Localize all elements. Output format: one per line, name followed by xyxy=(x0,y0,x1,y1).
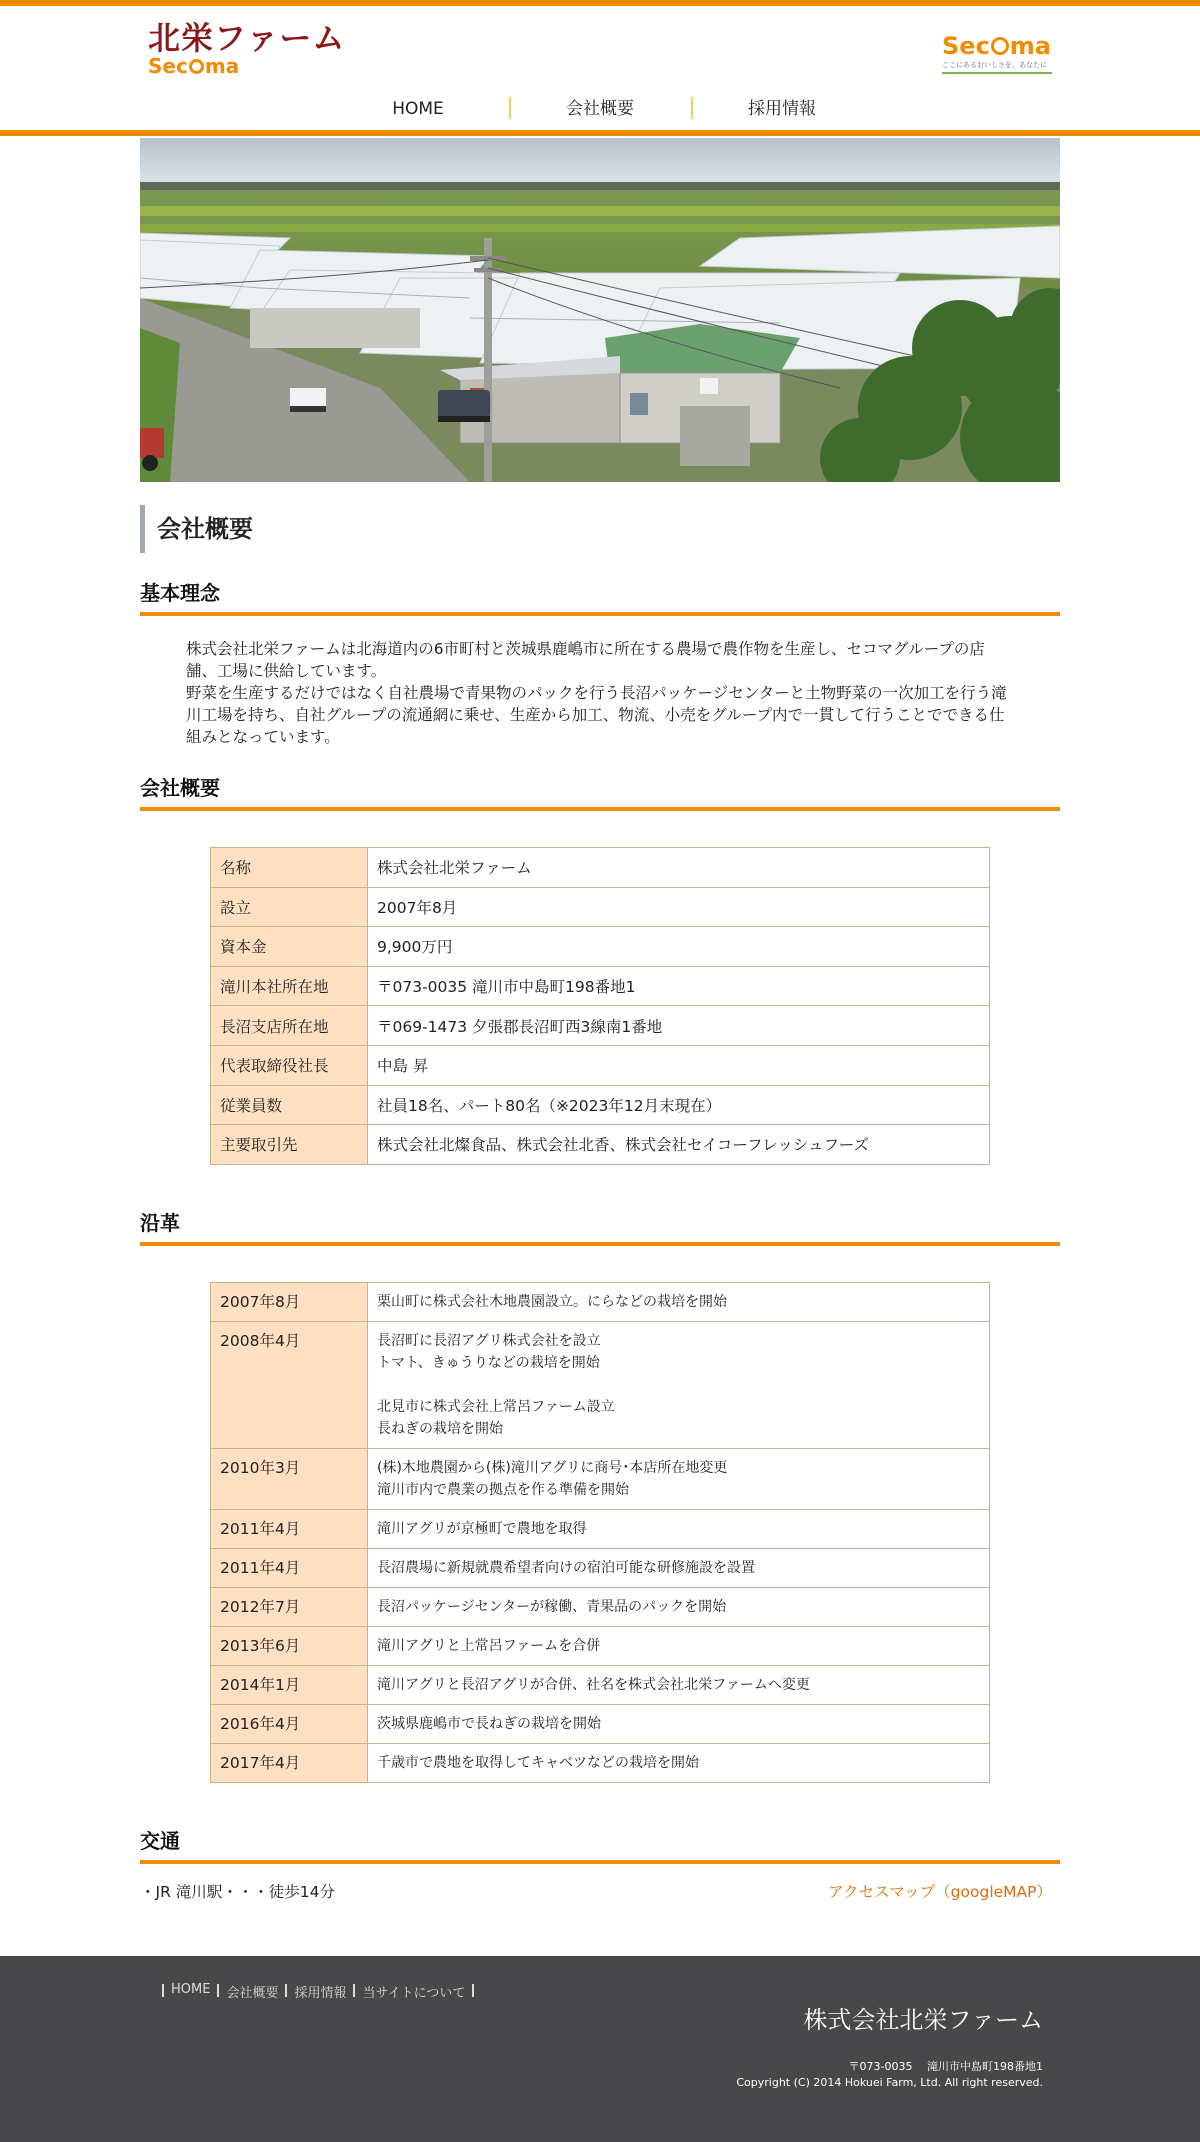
footer-nav-company[interactable]: 会社概要 xyxy=(226,1986,279,2001)
footer-copyright: Copyright (C) 2014 Hokuei Farm, Ltd. All right reserved. xyxy=(736,2076,1043,2089)
table-row xyxy=(211,1282,990,1321)
history-desc xyxy=(368,1704,990,1743)
history-desc xyxy=(368,1587,990,1626)
history-date: 2016年4月 xyxy=(211,1704,368,1743)
table-row xyxy=(211,1587,990,1626)
logo-sub-a: Sec xyxy=(148,54,188,78)
history-date: 2011年4月 xyxy=(211,1509,368,1548)
history-line: 北見市に株式会社上常呂ファーム設立 xyxy=(377,1398,615,1415)
history-date: 2011年4月 xyxy=(211,1548,368,1587)
history-line: (株)木地農園から(株)滝川アグリに商号･本店所在地変更 xyxy=(377,1459,728,1476)
nav-recruit[interactable]: 採用情報 xyxy=(691,93,873,125)
table-row xyxy=(211,1704,990,1743)
table-row xyxy=(211,1125,990,1165)
row-value: 社員18名、パート80名（※2023年12月末現在） xyxy=(368,1085,990,1125)
table-row xyxy=(211,1743,990,1782)
row-label: 従業員数 xyxy=(211,1085,368,1125)
logo-secoma-mark xyxy=(148,56,345,76)
table-row xyxy=(211,1045,990,1085)
philosophy-text xyxy=(140,616,1060,748)
philosophy-para-1: 株式会社北栄ファームは北海道内の6市町村と茨城県鹿嶋市に所在する農場で農作物を生産し、セコマグループの店舗、工場に供給しています。 xyxy=(186,640,985,680)
philosophy-para-2: 野菜を生産するだけではなく自社農場で青果物のパックを行う長沼パッケージセンターと土物野菜の一次加工を行う滝川工場を持ち、自社グループの流通網に乗せ、生産から加工、物流、小売をグループ内で一貫して行うことでできる仕組みとなっています。 xyxy=(186,684,1007,746)
history-line: 長沼パッケージセンターが稼働、青果品のパックを開始 xyxy=(377,1598,727,1615)
company-info-table xyxy=(210,847,990,1165)
history-line-spacer xyxy=(377,1374,980,1396)
history-date: 2007年8月 xyxy=(211,1282,368,1321)
company-table-wrap xyxy=(140,811,1060,1165)
access-section xyxy=(140,1864,1060,1912)
footer-nav-separator xyxy=(217,1984,219,1997)
table-row xyxy=(211,1321,990,1448)
site-footer xyxy=(0,1956,1200,2142)
history-table-wrap xyxy=(140,1246,1060,1783)
table-row xyxy=(211,927,990,967)
table-row xyxy=(211,1509,990,1548)
footer-nav-recruit[interactable]: 採用情報 xyxy=(294,1986,347,2001)
nav-accent-bar xyxy=(0,130,1200,136)
table-row xyxy=(211,1085,990,1125)
history-desc xyxy=(368,1509,990,1548)
table-row xyxy=(211,1548,990,1587)
table-row xyxy=(211,1448,990,1509)
hero-farm-photo xyxy=(140,138,1060,482)
history-line: 滝川アグリと上常呂ファームを合併 xyxy=(377,1637,601,1654)
footer-nav xyxy=(155,1982,481,2001)
history-table xyxy=(210,1282,990,1783)
site-header xyxy=(140,6,1060,90)
logo-o-ring-icon xyxy=(189,59,204,74)
footer-address: 〒073-0035 滝川市中島町198番地1 xyxy=(848,2060,1043,2073)
history-line: 滝川市内で農業の拠点を作る準備を開始 xyxy=(377,1481,629,1498)
footer-nav-separator xyxy=(162,1984,164,1997)
access-heading: 交通 xyxy=(140,1825,1060,1864)
nav-company[interactable]: 会社概要 xyxy=(509,93,691,125)
footer-nav-separator xyxy=(285,1984,287,1997)
row-value: 〒069-1473 夕張郡長沼町西3線南1番地 xyxy=(368,1006,990,1046)
history-line: 滝川アグリが京極町で農地を取得 xyxy=(377,1520,587,1537)
main-content xyxy=(140,505,1060,1912)
row-value: 2007年8月 xyxy=(368,887,990,927)
history-line: 長沼町に長沼アグリ株式会社を設立 xyxy=(377,1332,601,1349)
history-heading: 沿革 xyxy=(140,1207,1060,1246)
history-desc xyxy=(368,1626,990,1665)
secoma-brand-logo[interactable] xyxy=(942,34,1052,74)
history-line: トマト、きゅうりなどの栽培を開始 xyxy=(377,1354,600,1371)
history-line: 滝川アグリと長沼アグリが合併、社名を株式会社北栄ファームへ変更 xyxy=(377,1676,810,1693)
table-row xyxy=(211,1006,990,1046)
history-line: 千歳市で農地を取得してキャベツなどの栽培を開始 xyxy=(377,1754,699,1771)
history-desc xyxy=(368,1743,990,1782)
row-label: 名称 xyxy=(211,848,368,888)
nav-home[interactable]: HOME xyxy=(392,99,444,119)
footer-nav-home[interactable]: HOME xyxy=(171,1982,211,1997)
brand-name-a: Sec xyxy=(942,32,990,60)
history-date: 2014年1月 xyxy=(211,1665,368,1704)
row-label: 主要取引先 xyxy=(211,1125,368,1165)
access-station: ・JR 滝川駅・・・徒歩14分 xyxy=(140,1882,335,1901)
brand-name-b: ma xyxy=(1009,32,1051,60)
history-line: 栗山町に株式会社木地農園設立。にらなどの栽培を開始 xyxy=(377,1293,727,1310)
footer-nav-separator xyxy=(472,1984,474,1997)
history-desc xyxy=(368,1282,990,1321)
logo-sub-b: ma xyxy=(204,54,240,78)
row-label: 設立 xyxy=(211,887,368,927)
history-date: 2013年6月 xyxy=(211,1626,368,1665)
row-label: 長沼支店所在地 xyxy=(211,1006,368,1046)
row-label: 代表取締役社長 xyxy=(211,1045,368,1085)
company-heading: 会社概要 xyxy=(140,772,1060,811)
row-value: 株式会社北栄ファーム xyxy=(368,848,990,888)
history-line: 茨城県鹿嶋市で長ねぎの栽培を開始 xyxy=(377,1715,601,1732)
history-desc xyxy=(368,1321,990,1448)
row-label: 滝川本社所在地 xyxy=(211,966,368,1006)
row-value: 中島 昇 xyxy=(368,1045,990,1085)
history-desc xyxy=(368,1548,990,1587)
history-desc xyxy=(368,1665,990,1704)
history-date: 2012年7月 xyxy=(211,1587,368,1626)
row-value: 9,900万円 xyxy=(368,927,990,967)
logo-title: 北栄ファーム xyxy=(148,19,346,57)
footer-nav-separator xyxy=(353,1984,355,1997)
row-value: 株式会社北燦食品、株式会社北香、株式会社セイコーフレッシュフーズ xyxy=(368,1125,990,1165)
footer-nav-about-site[interactable]: 当サイトについて xyxy=(362,1986,466,2001)
footer-company-name: 株式会社北栄ファーム xyxy=(803,2006,1043,2034)
table-row xyxy=(211,966,990,1006)
history-desc xyxy=(368,1448,990,1509)
brand-tagline: ここにあるおいしさを、あなたに xyxy=(942,60,1052,74)
table-row xyxy=(211,887,990,927)
table-row xyxy=(211,848,990,888)
history-date: 2017年4月 xyxy=(211,1743,368,1782)
brand-name xyxy=(942,34,1052,58)
site-logo[interactable] xyxy=(148,20,345,76)
history-line: 長ねぎの栽培を開始 xyxy=(377,1420,503,1437)
history-date: 2008年4月 xyxy=(211,1321,368,1448)
history-line: 長沼農場に新規就農希望者向けの宿泊可能な研修施設を設置 xyxy=(377,1559,755,1576)
row-label: 資本金 xyxy=(211,927,368,967)
philosophy-heading: 基本理念 xyxy=(140,577,1060,616)
table-row xyxy=(211,1626,990,1665)
farm-photo-illustration xyxy=(140,138,1060,482)
access-map-link[interactable]: アクセスマップ（googleMAP） xyxy=(828,1882,1052,1901)
row-value: 〒073-0035 滝川市中島町198番地1 xyxy=(368,966,990,1006)
page-title: 会社概要 xyxy=(140,505,1060,553)
history-date: 2010年3月 xyxy=(211,1448,368,1509)
table-row xyxy=(211,1665,990,1704)
main-nav xyxy=(0,93,1200,125)
brand-o-ring-icon xyxy=(991,37,1009,55)
